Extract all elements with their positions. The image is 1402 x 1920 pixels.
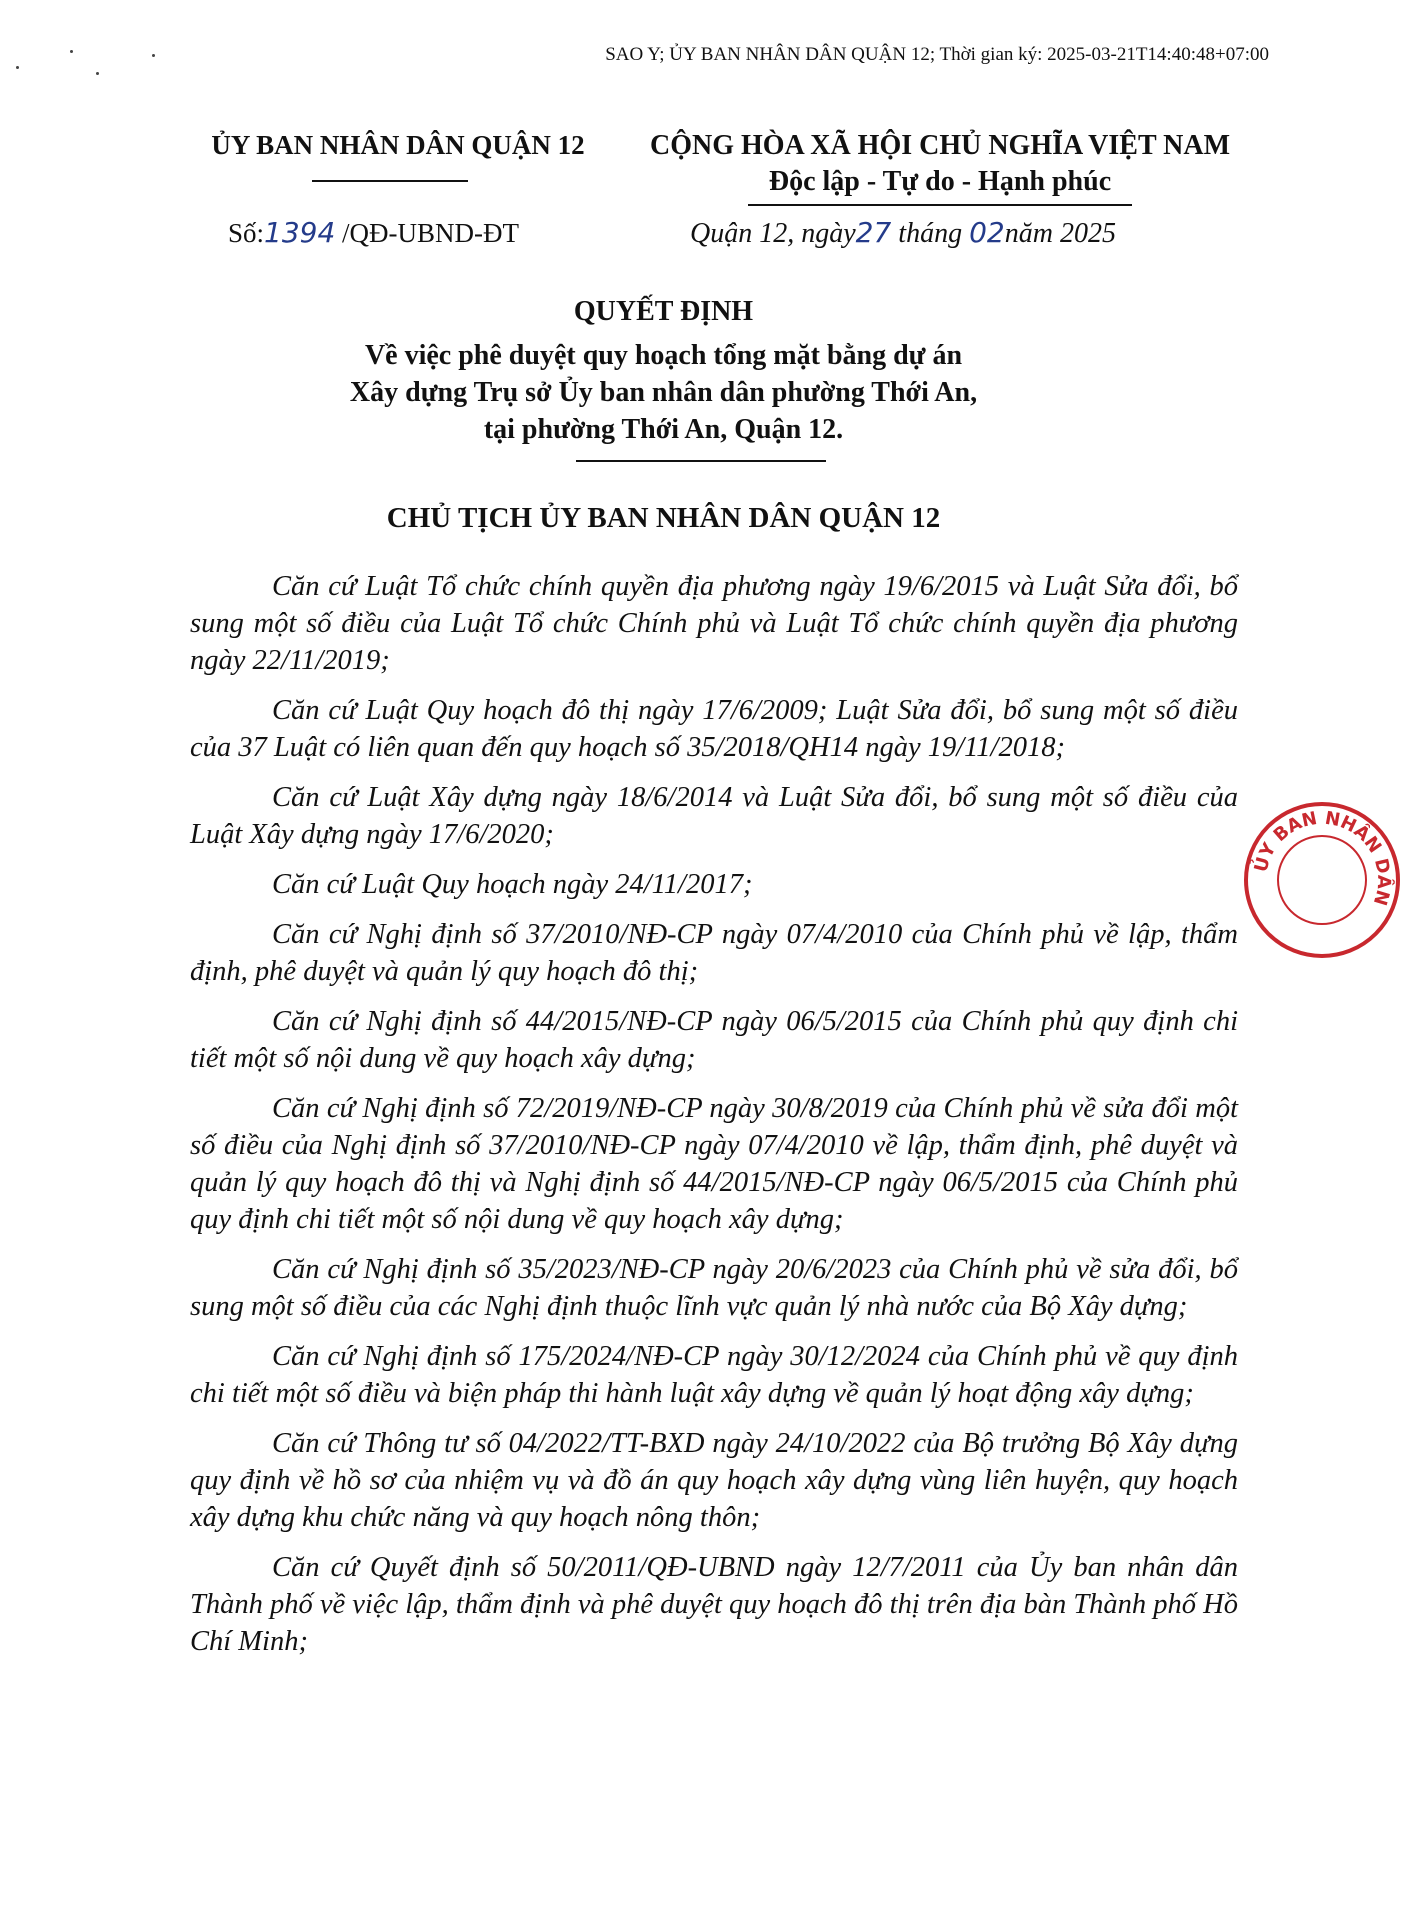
date-day-handwritten: 27 <box>855 216 892 249</box>
decision-authority: CHỦ TỊCH ỦY BAN NHÂN DÂN QUẬN 12 <box>386 502 941 534</box>
scan-speck <box>96 72 99 75</box>
legal-basis-paragraph: Căn cứ Thông tư số 04/2022/TT-BXD ngày 24/10/2022 của Bộ trưởng Bộ Xây dựng quy định về hồ sơ của nhiệm vụ và đồ án quy hoạch xây dựng vùng liên huyện, quy hoạch xây dựng khu chức năng và quy hoạch nông thôn; <box>190 1428 1238 1533</box>
agency-underline <box>312 180 468 182</box>
scan-speck <box>70 50 73 53</box>
legal-basis-paragraph: Căn cứ Nghị định số 44/2015/NĐ-CP ngày 06/5/2015 của Chính phủ quy định chi tiết một số nội dung về quy hoạch xây dựng; <box>190 1006 1238 1074</box>
issuing-agency: ỦY BAN NHÂN DÂN QUẬN 12 <box>211 130 585 160</box>
legal-basis-paragraph: Căn cứ Nghị định số 175/2024/NĐ-CP ngày 30/12/2024 của Chính phủ về quy định chi tiết một số điều và biện pháp thi hành luật xây dựng về quản lý hoạt động xây dựng; <box>190 1341 1238 1409</box>
legal-basis-paragraph: Căn cứ Luật Quy hoạch đô thị ngày 17/6/2009; Luật Sửa đổi, bổ sung một số điều của 37 Luật có liên quan đến quy hoạch số 35/2018/QH14 ngày 19/11/2018; <box>190 695 1238 763</box>
legal-basis-list <box>190 568 1238 1673</box>
doc-number-handwritten: 1394 <box>264 216 336 249</box>
legal-basis-paragraph: Căn cứ Nghị định số 37/2010/NĐ-CP ngày 07/4/2010 của Chính phủ về lập, thẩm định, phê duyệt và quản lý quy hoạch đô thị; <box>190 919 1238 987</box>
legal-basis-paragraph: Căn cứ Quyết định số 50/2011/QĐ-UBND ngày 12/7/2011 của Ủy ban nhân dân Thành phố về việc lập, thẩm định và phê duyệt quy hoạch đô thị trên địa bàn Thành phố Hồ Chí Minh; <box>190 1552 1239 1657</box>
date-month-handwritten: 02 <box>969 216 1005 249</box>
legal-basis-paragraph: Căn cứ Luật Xây dựng ngày 18/6/2014 và Luật Sửa đổi, bổ sung một số điều của Luật Xây dựng ngày 17/6/2020; <box>190 782 1238 850</box>
scan-speck <box>16 66 19 69</box>
decision-subject-line-1: Về việc phê duyệt quy hoạch tổng mặt bằng dự án <box>364 340 963 371</box>
date-prefix: Quận 12, ngày <box>690 218 856 249</box>
decision-subject-line-2: Xây dựng Trụ sở Ủy ban nhân dân phường Thới An, <box>349 377 978 408</box>
national-motto: Độc lập - Tự do - Hạnh phúc <box>768 166 1112 197</box>
document-number <box>228 216 519 249</box>
legal-basis-paragraph: Căn cứ Luật Quy hoạch ngày 24/11/2017; <box>272 869 753 900</box>
country-name: CỘNG HÒA XÃ HỘI CHỦ NGHĨA VIỆT NAM <box>649 130 1231 161</box>
decision-subject-line-3: tại phường Thới An, Quận 12. <box>483 414 844 445</box>
legal-basis-paragraph: Căn cứ Luật Tổ chức chính quyền địa phương ngày 19/6/2015 và Luật Sửa đổi, bổ sung một số điều của Luật Tổ chức Chính phủ và Luật Tổ chức chính quyền địa phương ngày 22/11/2019; <box>190 571 1238 676</box>
date-month-word: tháng <box>898 218 963 249</box>
legal-basis-paragraph: Căn cứ Nghị định số 35/2023/NĐ-CP ngày 20/6/2023 của Chính phủ về sửa đổi, bổ sung một số điều của các Nghị định thuộc lĩnh vực quản lý nhà nước của Bộ Xây dựng; <box>190 1254 1238 1322</box>
seal-text: ỦY BAN NHÂN DÂN <box>1250 807 1395 908</box>
red-seal-stamp <box>1242 800 1402 960</box>
document-date <box>690 216 1116 250</box>
legal-basis-paragraph: Căn cứ Nghị định số 72/2019/NĐ-CP ngày 30/8/2019 của Chính phủ về sửa đổi một số điều của Nghị định số 37/2010/NĐ-CP ngày 07/4/2010 về lập, thẩm định, phê duyệt và quản lý quy hoạch đô thị và Nghị định số 44/2015/NĐ-CP ngày 06/5/2015 của Chính phủ quy định chi tiết một số nội dung về quy hoạch xây dựng; <box>190 1093 1238 1235</box>
doc-number-suffix: /QĐ-UBND-ĐT <box>342 218 520 248</box>
scan-speck <box>152 54 155 57</box>
title-underline <box>576 460 826 462</box>
decision-heading: QUYẾT ĐỊNH <box>573 296 754 327</box>
doc-number-prefix: Số: <box>228 218 265 248</box>
date-year: năm 2025 <box>1004 218 1116 249</box>
digital-signature-line: SAO Y; ỦY BAN NHÂN DÂN QUẬN 12; Thời gian ký: 2025-03-21T14:40:48+07:00 <box>605 44 1269 65</box>
motto-underline <box>748 204 1132 206</box>
